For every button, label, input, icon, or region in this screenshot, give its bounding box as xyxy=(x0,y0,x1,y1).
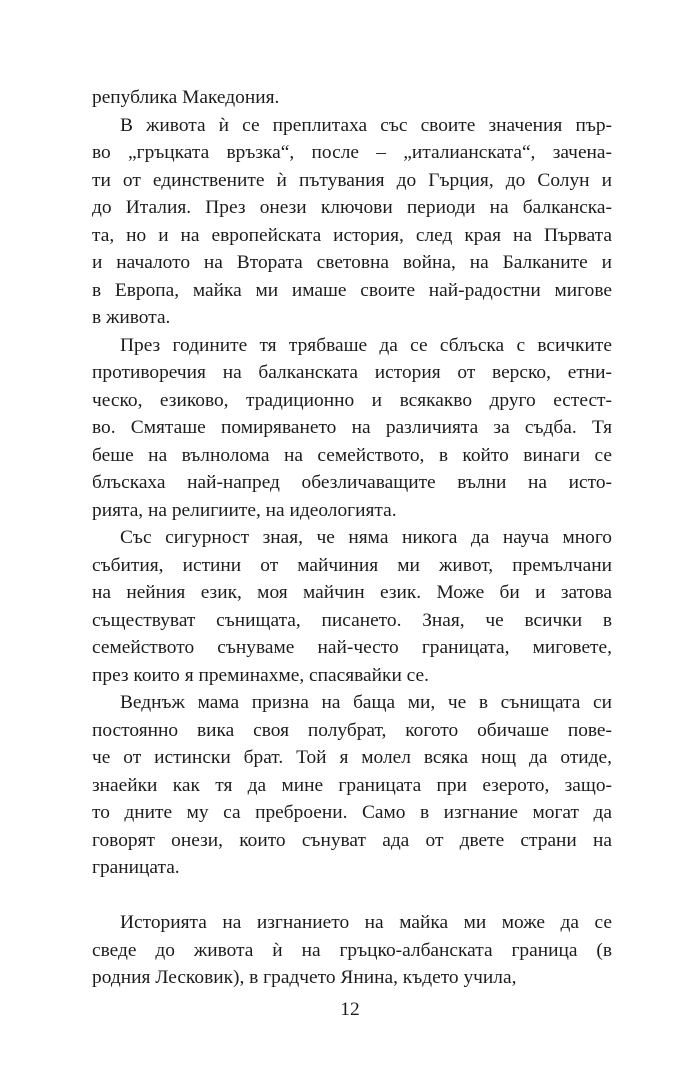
paragraph xyxy=(92,112,612,332)
text-line: до Италия. През онези ключови периоди на балканска- xyxy=(92,197,612,218)
paragraph-gap xyxy=(92,882,612,910)
text-line: противоречия на балканската история от верско, етни- xyxy=(92,362,612,383)
text-line: во „гръцката връзка“, после – „италианската“, зачена- xyxy=(92,142,612,163)
text-line: Историята на изгнанието на майка ми може да се xyxy=(120,912,612,933)
text-line: в живота. xyxy=(92,307,171,328)
paragraph xyxy=(92,524,612,689)
text-line: знаейки как тя да мине границата при езерото, защо- xyxy=(92,774,612,796)
text-line: блъскаха най-напред обезличаващите вълни на исто- xyxy=(92,472,612,493)
body-text xyxy=(92,84,612,992)
text-line: во. Смяташе помиряването на различията за съдба. Тя xyxy=(92,417,612,438)
text-line: ти от единствените ѝ пътувания до Гърция, до Солун и xyxy=(92,169,612,191)
page-number: 12 xyxy=(340,999,360,1020)
text-line: та, но и на европейската история, след края на Първата xyxy=(92,224,612,246)
text-line: то дните му са преброени. Само в изгнание могат да xyxy=(92,802,612,823)
text-line: че от истински брат. Той я молел всяка нощ да отиде, xyxy=(92,747,612,768)
text-line: постоянно вика своя полубрат, когото обичаше пове- xyxy=(92,719,612,741)
text-line: беше на вълнолома на семейството, в който винаги се xyxy=(92,444,612,466)
text-line: ческо, езиково, традиционно и всякакво друго естест- xyxy=(92,389,612,411)
text-line: на нейния език, моя майчин език. Може би и затова xyxy=(92,582,612,603)
text-line: рията, на религиите, на идеологията. xyxy=(92,499,397,521)
text-line: Със сигурност зная, че няма никога да науча много xyxy=(120,527,612,548)
text-line: в Европа, майка ми имаше своите най-радостни мигове xyxy=(92,279,612,301)
text-line: семейството сънуваме най-често границата, миговете, xyxy=(92,637,612,658)
text-line: събития, истини от майчиния ми живот, премълчани xyxy=(92,554,612,576)
text-line: Веднъж мама призна на баща ми, че в сънищата си xyxy=(120,692,612,713)
text-line: говорят онези, които сънуват ада от двете страни на xyxy=(92,829,612,851)
paragraph xyxy=(92,909,612,992)
paragraph xyxy=(92,689,612,882)
text-line: сведе до живота ѝ на гръцко-албанската граница (в xyxy=(92,939,612,961)
text-line: през които я преминахме, спасявайки се. xyxy=(92,664,429,686)
paragraph xyxy=(92,332,612,525)
text-line: и началото на Втората световна война, на Балканите и xyxy=(92,252,612,273)
text-line: съществуват сънищата, писането. Зная, че всички в xyxy=(92,609,612,631)
text-line: родния Лесковик), в градчето Янина, където учила, xyxy=(92,967,517,988)
text-line: границата. xyxy=(92,857,180,878)
text-line: В живота ѝ се преплитаха със своите значения пър- xyxy=(120,114,612,136)
text-line: република Македония. xyxy=(92,87,280,108)
text-line: През годините тя трябваше да се сблъска с всичките xyxy=(120,334,612,356)
paragraph xyxy=(92,84,612,112)
